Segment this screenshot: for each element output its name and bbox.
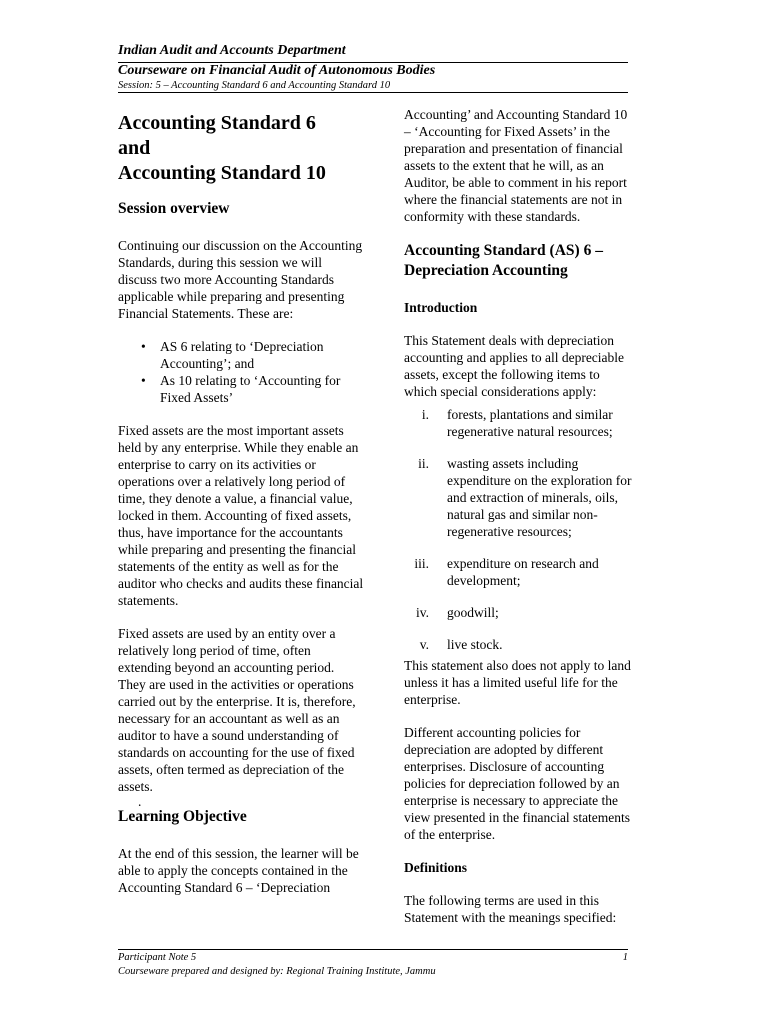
right-column [404, 106, 636, 942]
title-line-3: Accounting Standard 10 [118, 162, 326, 184]
exceptions-list [404, 406, 636, 653]
title-line-1: Accounting Standard 6 [118, 112, 316, 134]
footer-note-row [118, 952, 628, 963]
list-item: • AS 6 relating to ‘Depreciation Accounting’; and [160, 338, 364, 372]
list-item [404, 636, 636, 653]
definitions-heading: Definitions [404, 860, 468, 875]
header-session: Session: 5 – Accounting Standard 6 and Accounting Standard 10 [118, 80, 391, 91]
page-number: 1 [622, 952, 628, 963]
item-text: live stock. [447, 637, 503, 652]
learning-objective-paragraph: At the end of this session, the learner will be able to apply the concepts contained in the Accounting Standard 6 – ‘Depreciation [118, 846, 359, 895]
land-paragraph: This statement also does not apply to land unless it has a limited useful life for the enterprise. [404, 658, 631, 707]
stray-dot: . [138, 794, 142, 809]
left-column [118, 106, 364, 912]
list-item [404, 406, 636, 440]
overview-paragraph: Continuing our discussion on the Accounting Standards, during this session we will discuss two more Accounting Standards applicable while preparing and presenting Financial Statements. These are: [118, 238, 363, 321]
page-title [118, 111, 364, 186]
list-item: • As 10 relating to ‘Accounting for Fixed Assets’ [160, 372, 364, 406]
list-item [404, 455, 636, 540]
item-number: iii. [414, 556, 429, 571]
definitions-paragraph: The following terms are used in this Statement with the meanings specified: [404, 893, 617, 925]
item-text: expenditure on research and development; [447, 556, 599, 588]
item-text: wasting assets including expenditure on the exploration for and extraction of minerals, oils, natural gas and similar non-regenerative resources; [447, 456, 632, 539]
as6-heading: Accounting Standard (AS) 6 – Depreciation Accounting [404, 242, 603, 279]
footer-rule [118, 949, 628, 950]
session-overview-heading: Session overview [118, 200, 230, 217]
participant-note: Participant Note 5 [118, 952, 197, 963]
item-number: v. [419, 637, 429, 652]
footer-prepared-by: Courseware prepared and designed by: Regional Training Institute, Jammu [118, 966, 436, 977]
learning-objective-heading: Learning Objective [118, 808, 247, 825]
standards-list [118, 338, 364, 406]
policies-paragraph: Different accounting policies for depreciation are adopted by different enterprises. Disclosure of accounting policies for depreciation followed by an enterprise is necessary to appreciate the view presented in the financial statements of the enterprise. [404, 725, 631, 842]
item-number: i. [421, 407, 429, 422]
introduction-paragraph: This Statement deals with depreciation accounting and applies to all depreciable assets, except the following items to which special considerations apply: [404, 333, 625, 399]
header-bottom-rule [118, 92, 628, 93]
header-courseware: Courseware on Financial Audit of Autonomous Bodies [118, 63, 436, 78]
item-number: ii. [418, 456, 429, 471]
fixed-assets-usage-paragraph: Fixed assets are used by an entity over a relatively long period of time, often extending beyond an accounting period. They are used in the activities or operations carried out by the enterprise. It is, therefore, necessary for an accountant as well as an auditor to have a sound understanding of standards on accounting for the use of fixed assets, often termed as depreciation of the assets. [118, 626, 356, 794]
header-department: Indian Audit and Accounts Department [118, 43, 346, 58]
list-item [404, 604, 636, 621]
item-text: forests, plantations and similar regenerative natural resources; [447, 407, 613, 439]
introduction-heading: Introduction [404, 300, 478, 315]
item-text: goodwill; [447, 605, 499, 620]
continuation-paragraph: Accounting’ and Accounting Standard 10 – ‘Accounting for Fixed Assets’ in the preparation and presentation of financial assets to the extent that he will, as an Auditor, be able to comment in his report where the financial statements are not in conformity with these standards. [404, 107, 628, 224]
fixed-assets-paragraph: Fixed assets are the most important assets held by any enterprise. While they enable an enterprise to carry on its activities or operations over a relatively long period of time, they denote a value, a financial value, locked in them. Accounting of fixed assets, thus, have importance for the accountants while preparing and presenting the financial statements of the entity as well as for the auditor who checks and audits these financial statements. [118, 423, 364, 608]
title-line-2: and [118, 137, 151, 159]
list-item [404, 555, 636, 589]
item-number: iv. [416, 605, 429, 620]
